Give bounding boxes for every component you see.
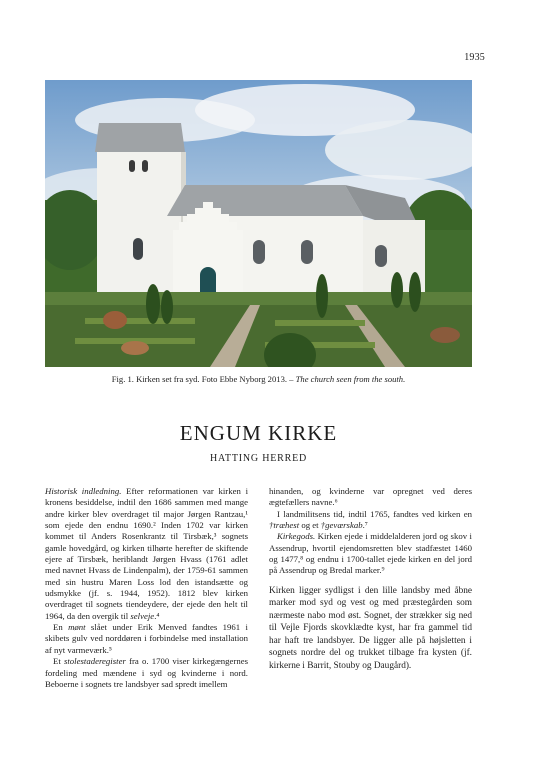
paragraph-mont	[45, 622, 248, 656]
paragraph-text: I landmilitsens tid, indtil 1765, fandtes ved kirken en	[277, 508, 472, 519]
figure-caption	[45, 374, 472, 384]
page-number: 1935	[464, 52, 485, 63]
term-selveje: selveje	[130, 610, 155, 621]
paragraph-kirkegods	[269, 531, 472, 576]
paragraph-text: Kirken ejede i middelalderen jord og skov i Assendrup, hvortil ejendomsretten blev stadfæstet 1460 og 1477,⁸ og endnu i 1700-tallet ejede kirken en del jord på Assendrup og Bredal marker.⁹	[269, 531, 472, 576]
caption-danish: Fig. 1. Kirken set fra syd. Foto Ebbe Nyborg 2013. –	[111, 374, 296, 384]
caption-english: The church seen from the south.	[295, 374, 406, 384]
paragraph-lead: Historisk indledning.	[45, 486, 122, 496]
paragraph-text: Efter reformationen var kirken i kronens besiddelse, indtil den 1686 sammen med mange andre kirker blev overdraget til major Jørgen Rantzau,¹ som ejede den endnu 1690.² Inden 1702 var kirken kommet til Anders Rosenkrantz til Tirsbæk,³ sognets gamle hovedgård, og kirken tilhørte herefter de skiftende ejere af Tirsbæk, heriblandt Jørgen Hvass (1761 adlet med navnet Hvass de Lindenpalm), der 1759-61 sammen med sin hustru Maren Loss lod den istandsætte og udsmykke (jf. s. 1944, 1952). 1812 blev kirken overdraget til sognets tiendeydere, der ejede den helt til 1964, da den overgik til	[45, 486, 248, 621]
paragraph-stolestaderegister	[45, 656, 248, 690]
term-stolestaderegister: stolestaderegister	[63, 656, 126, 667]
paragraph-kirken-ligger: Kirken ligger sydligst i den lille landsby med åbne marker mod syd og vest og med præstegården som nærmeste nabo mod øst. Sognet, der strækker sig ned til Vejle Fjords skovklædte kyst, har fra gammel tid har haft tre landsbyer. De ligger alle på højsletten i sognets nordre del og trukket tilbage fra kysten (jf. kirkerne i Barrit, Stouby og Daugård).	[269, 585, 472, 671]
paragraph-text: fra o. 1700 viser kirkegængernes fordeling med mændene i syd og kvinderne i nord. Beboerne i sognets tre landsbyer sad spredt imellem	[45, 656, 248, 689]
term-mont: mønt	[68, 622, 86, 633]
left-column	[45, 486, 248, 690]
paragraph-historisk-indledning	[45, 486, 248, 622]
page-subtitle: HATTING HERRED	[209, 453, 308, 464]
paragraph-text: En	[53, 622, 69, 633]
paragraph-text: og et	[299, 520, 321, 531]
right-column	[269, 486, 472, 672]
paragraph-landmilits	[269, 509, 472, 532]
paragraph-continuation: hinanden, og kvinderne var opregnet ved deres ægtefællers navne.⁶	[269, 486, 472, 508]
paragraph-text: .⁷	[362, 520, 368, 531]
paragraph-lead: Kirkegods.	[277, 531, 316, 542]
paragraph-text: Et	[53, 656, 64, 667]
paragraph-text: slået under Erik Menved fandtes 1961 i skibets gulv ved norddøren i forbindelse med installation af nyt varmeværk.⁵	[45, 622, 248, 655]
page-title: ENGUM KIRKE	[179, 421, 338, 445]
paragraph-text-end: .⁴	[154, 610, 160, 621]
term-traehest: †træhest	[269, 520, 300, 531]
term-gevaerskab: †geværskab	[320, 520, 363, 531]
church-photo	[45, 80, 472, 367]
